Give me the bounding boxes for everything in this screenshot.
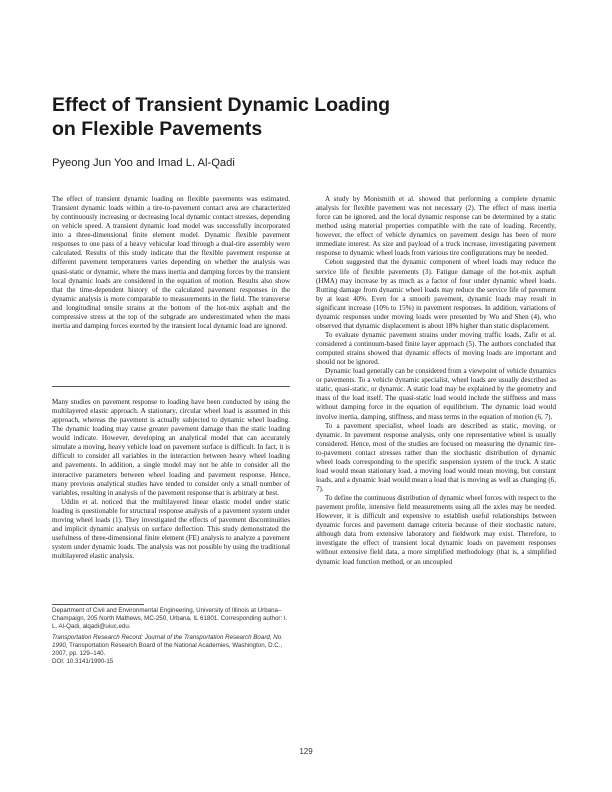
author-list: Pyeong Jun Yoo and Imad L. Al-Qadi [52, 157, 235, 169]
abstract [52, 195, 290, 331]
abstract-divider [52, 386, 290, 387]
page-number: 129 [299, 747, 313, 756]
paper-title-line-1: Effect of Transient Dynamic Loading [52, 94, 391, 116]
body-paragraph: Dynamic load generally can be considered from a viewpoint of vehicle dynamics or pavements. To a vehicle dynamic specialist, wheel loads are usually described as static, quasi-static, or dynamic. A static load may be explained by the geometry and mass of the load itself. The quasi-static load would include the stiffness and mass without damping force in the equation of equilibrium. The dynamic load would involve inertia, damping, stiffness, and mass terms in the equation of motion (6, 7). [316, 367, 556, 421]
citation-footnote [52, 634, 290, 666]
body-column-left [52, 398, 290, 561]
body-paragraph: Many studies on pavement response to loading have been conducted by using the multilayered elastic approach. A stationary, circular wheel load is assumed in this approach, whereas the pavement is actually subjected to dynamic wheel loading. The dynamic loading may cause greater pavement damage than the static loading would indicate. However, developing an analytical model that can accurately simulate a moving, heavy vehicle load on pavement surface is difficult. In fact, it is difficult to consider all variables in the interaction between heavy wheel loading and pavements. In addition, a single model may not be able to consider all the interactive parameters between wheel loading and pavement response. Hence, many previous analytical studies have tended to consider only a small number of variables, resulting in analysis of the pavement response that is arbitrary at best. [52, 398, 290, 497]
body-paragraph: A study by Monismith et al. showed that performing a complete dynamic analysis for flexible pavement was not necessary (2). The effect of mass inertia force can be ignored, and the local dynamic response can be determined by a static method using material properties compatible with the rate of loading. Recently, however, the effect of vehicle dynamics on pavement design has been of more immediate interest. As size and payload of a truck increase, investigating pavement response to dynamic wheel loads from various tire configurations may be needed. [316, 195, 556, 258]
journal-name: Transportation Research Record: Journal of the Transportation Research Board, No. 1990, [52, 634, 283, 650]
abstract-text: The effect of transient dynamic loading on flexible pavements was estimated. Transient dynamic loads within a tire-to-pavement contact area are characterized by continuously increasing or decreasing local dynamic contact stresses, depending on vehicle speed. A transient dynamic load model was successfully incorporated into a three-dimensional finite element model. Dynamic flexible pavement responses to one pass of a heavy vehicular load through a dual-tire assembly were calculated. Results of this study indicate that the flexible pavement response at different pavement temperatures varies depending on whether the analysis was quasi-static or dynamic, where the mass inertia and damping forces by the transient local dynamic loads are considered in the equation of motion. Results also show that the time-dependent history of the calculated pavement responses in the dynamic analysis is more comparable to measurements in the field. The transverse and longitudinal tensile strains at the bottom of the hot-mix asphalt and the compressive stress at the top of the subgrade are underestimated when the mass inertia and damping forces exerted by the transient local dynamic load are ignored. [52, 195, 290, 330]
body-paragraph: Uddin et al. noticed that the multilayered linear elastic model under static loading is questionable for structural response analysis of a pavement system under moving wheel loads (1). They investigated the effects of pavement discontinuities and implicit dynamic analysis on surface deflection. This study demonstrated the usefulness of three-dimensional finite element (FE) analysis to analyze a pavement system under dynamic loads. The analysis was not possible by using the traditional multilayered elastic analysis. [52, 497, 290, 561]
body-paragraph: Cebon suggested that the dynamic component of wheel loads may reduce the service life of flexible pavements (3). Fatigue damage of the hot-mix asphalt (HMA) may increase by as much as a factor of four under dynamic wheel loads. Rutting damage from dynamic wheel loads may reduce the service life of pavement by at least 40%. Even for a smooth pavement, dynamic loads may result in significant increase (10% to 15%) in pavement responses. In addition, variations of dynamic responses under moving loads were presented by Wu and Shen (4), who observed that dynamic displacement is about 18% higher than static displacement. [316, 258, 556, 330]
body-paragraph: To define the continuous distribution of dynamic wheel forces with respect to the pavement profile, intensive field measurements using all the axles may be needed. However, it is difficult and expensive to establish useful relationships between dynamic forces and pavement damage criteria because of their stochastic nature, although data from extensive laboratory and fieldwork may exist. Therefore, to investigate the effect of transient local dynamic loads on pavement responses without extensive field data, a more simplified methodology (that is, a simplified dynamic load function method, or an uncoupled [316, 494, 556, 566]
body-paragraph: To a pavement specialist, wheel loads are described as static, moving, or dynamic. In pavement response analysis, only one representative wheel is usually considered. Hence, most of the studies are focused on measuring the dynamic tire-to-pavement contact stresses rather than the stochastic distribution of dynamic wheel loads corresponding to the specific suspension system of the truck. A static load would mean stationary load, a moving load would mean moving, but constant loads, and a dynamic load would mean a load that is moving as well as changing (6, 7). [316, 421, 556, 493]
body-column-right [316, 195, 556, 567]
doi: DOI: 10.3141/1990-15 [52, 658, 114, 666]
publisher-info: Transportation Research Board of the National Academies, Washington, D.C., 2007, pp. 129–140. [52, 642, 283, 658]
author-affiliation-footnote: Department of Civil and Environmental Engineering, University of Illinois at Urbana–Champaign, 205 North Mathews, MC-250, Urbana, IL 61801. Corresponding author: I. L. Al-Qadi, alqadi@uiuc.edu. [52, 607, 288, 631]
paper-title-line-2: on Flexible Pavements [52, 118, 263, 140]
paper-title [52, 93, 572, 141]
body-paragraph: To evaluate dynamic pavement strains under moving traffic loads, Zafir et al. considered a continuum-based finite layer approach (5). The authors concluded that computed strains showed that dynamic effects of moving loads are important and should not be ignored. [316, 330, 556, 367]
footnote-divider [52, 604, 144, 605]
